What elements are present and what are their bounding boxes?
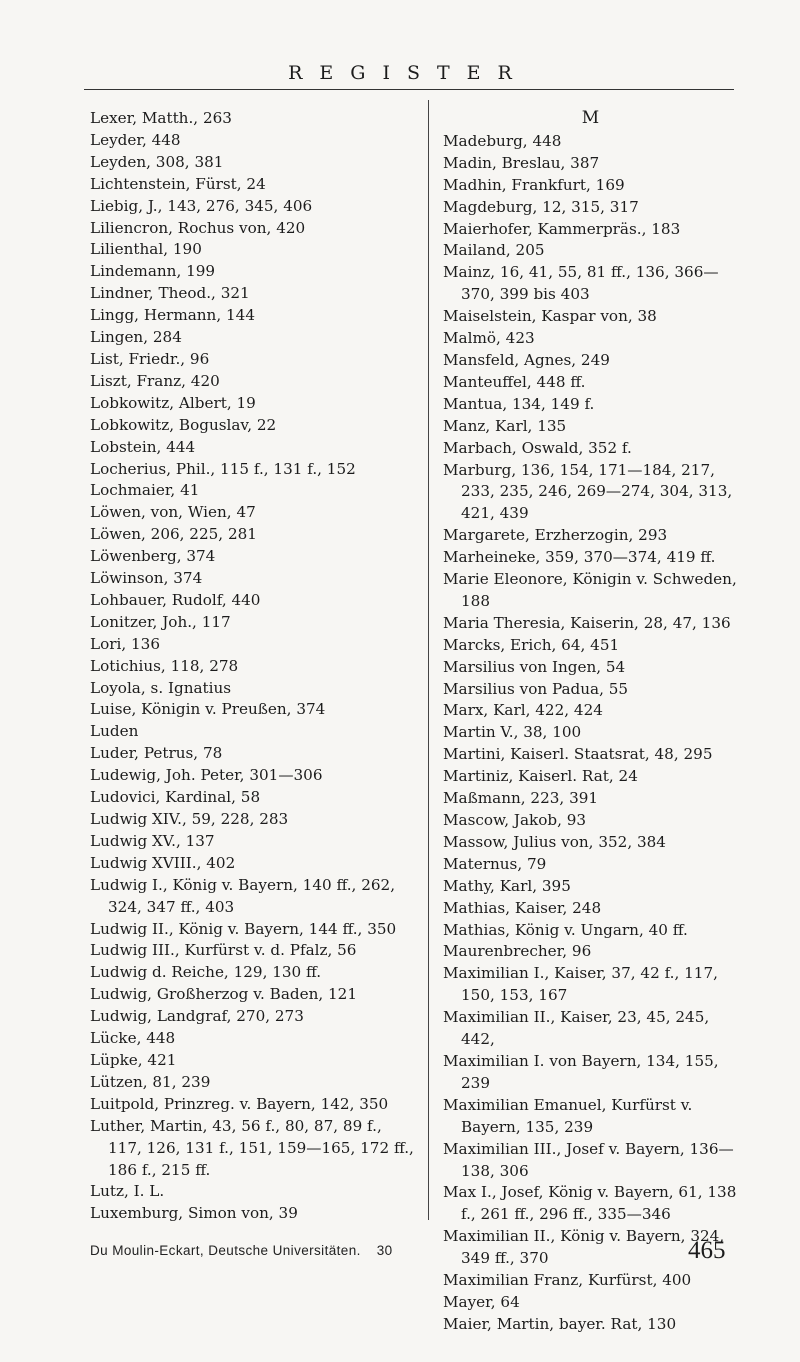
index-entry: Ludwig XV., 137 [90, 831, 215, 850]
index-entry: Ludwig II., König v. Bayern, 144 ff., 350 [90, 919, 397, 938]
index-entry: Martin V., 38, 100 [443, 723, 582, 742]
index-entry: Mascow, Jakob, 93 [443, 811, 587, 829]
footer-source-text: Du Moulin-Eckart, Deutsche Universitäten. [90, 1243, 361, 1258]
footer-signature: 30 [376, 1243, 393, 1258]
index-entry: Max I., Josef, König v. Bayern, 61, 138 f., 261 ff., 296 ff., 335—346 [443, 1183, 737, 1224]
index-entry: Magdeburg, 12, 315, 317 [443, 197, 639, 216]
index-entry: Ludwig XIV., 59, 228, 283 [90, 810, 289, 828]
footer-source [90, 1243, 393, 1258]
page-header: REGISTER [288, 62, 529, 84]
index-entry: Liliencron, Rochus von, 420 [90, 218, 306, 237]
index-entry: Ludewig, Joh. Peter, 301—306 [90, 766, 323, 785]
index-entry: Lonitzer, Joh., 117 [90, 612, 231, 631]
index-entry: Mathy, Karl, 395 [443, 876, 571, 895]
index-entry: Margarete, Erzherzogin, 293 [443, 526, 668, 545]
index-entry: Ludwig, Großherzog v. Baden, 121 [90, 985, 358, 1004]
index-entry: Manz, Karl, 135 [443, 416, 567, 435]
index-entry: Lochmaier, 41 [90, 481, 200, 500]
index-entry: Mailand, 205 [443, 241, 545, 260]
index-entry: Lobkowitz, Boguslav, 22 [90, 415, 277, 434]
index-entry: Lindemann, 199 [90, 262, 216, 281]
index-entry: Loyola, s. Ignatius [90, 678, 232, 697]
index-entry: Ludwig d. Reiche, 129, 130 ff. [90, 963, 322, 982]
index-entry: Löwinson, 374 [90, 569, 203, 588]
index-entry: Maximilian III., Josef v. Bayern, 136—138, 306 [443, 1139, 734, 1180]
index-entry: Madhin, Frankfurt, 169 [443, 175, 625, 194]
index-entry: Maximilian I., Kaiser, 37, 42 f., 117, 150, 153, 167 [443, 964, 718, 1005]
index-entry: Lüpke, 421 [90, 1050, 177, 1069]
index-entry: Lützen, 81, 239 [90, 1072, 211, 1091]
index-entry: Maier, Martin, bayer. Rat, 130 [443, 1314, 677, 1333]
index-entry: Maierhofer, Kammerpräs., 183 [443, 219, 681, 238]
index-entry: Lotichius, 118, 278 [90, 656, 239, 675]
left-index-column [90, 108, 420, 1225]
index-entry: Madin, Breslau, 387 [443, 153, 600, 172]
index-entry: Marsilius von Padua, 55 [443, 679, 629, 698]
index-entry: Maximilian II., König v. Bayern, 324, 349 ff., 370 [443, 1227, 725, 1268]
index-entry: Marx, Karl, 422, 424 [443, 701, 603, 720]
header-rule [84, 89, 734, 90]
index-entry: Liszt, Franz, 420 [90, 371, 220, 390]
index-entry: Maurenbrecher, 96 [443, 942, 592, 961]
index-entry: Maximilian II., Kaiser, 23, 45, 245, 442, [443, 1008, 710, 1049]
index-entry: Lingen, 284 [90, 328, 182, 347]
index-entry: Luxemburg, Simon von, 39 [90, 1204, 298, 1223]
index-entry: Locherius, Phil., 115 f., 131 f., 152 [90, 459, 356, 478]
index-entry: Lobstein, 444 [90, 437, 196, 456]
index-entry: Martini, Kaiserl. Staatsrat, 48, 295 [443, 745, 713, 764]
index-entry: Löwen, 206, 225, 281 [90, 525, 257, 544]
index-entry: Luden [90, 722, 139, 741]
index-entry: Maria Theresia, Kaiserin, 28, 47, 136 [443, 613, 731, 632]
index-entry: Lobkowitz, Albert, 19 [90, 393, 256, 412]
index-entry: Ludovici, Kardinal, 58 [90, 788, 261, 807]
index-entry: Lilienthal, 190 [90, 240, 202, 259]
index-entry: Luitpold, Prinzreg. v. Bayern, 142, 350 [90, 1094, 389, 1113]
index-entry: Lexer, Matth., 263 [90, 109, 232, 127]
index-entry: Lutz, I. L. [90, 1182, 165, 1201]
section-letter: M [581, 108, 600, 128]
index-entry: Lohbauer, Rudolf, 440 [90, 590, 261, 609]
index-entry: Ludwig I., König v. Bayern, 140 ff., 262, 324, 347 ff., 403 [90, 875, 396, 916]
index-entry: Malmö, 423 [443, 329, 535, 348]
index-entry: Mayer, 64 [443, 1292, 520, 1311]
index-entry: Luder, Petrus, 78 [90, 744, 223, 763]
column-divider [428, 100, 429, 1220]
index-entry: Löwen, von, Wien, 47 [90, 503, 256, 522]
index-entry: Marcks, Erich, 64, 451 [443, 635, 620, 654]
index-entry: Luther, Martin, 43, 56 f., 80, 87, 89 f., 117, 126, 131 f., 151, 159—165, 172 ff., 186 f., 215 ff. [90, 1116, 414, 1179]
index-entry: Löwenberg, 374 [90, 547, 216, 566]
index-entry: Marie Eleonore, Königin v. Schweden, 188 [443, 570, 737, 610]
index-entry: Lingg, Hermann, 144 [90, 306, 255, 325]
index-entry: Leyder, 448 [90, 130, 181, 149]
index-entry: Marheineke, 359, 370—374, 419 ff. [443, 548, 716, 567]
index-entry: Maximilian I. von Bayern, 134, 155, 239 [443, 1051, 719, 1092]
index-entry: Martiniz, Kaiserl. Rat, 24 [443, 767, 638, 786]
index-entry: Mantua, 134, 149 f. [443, 394, 595, 413]
index-entry: Mainz, 16, 41, 55, 81 ff., 136, 366—370, 399 bis 403 [443, 263, 719, 304]
index-entry: Mathias, König v. Ungarn, 40 ff. [443, 920, 688, 939]
index-entry: Maximilian Emanuel, Kurfürst v. Bayern, 135, 239 [443, 1095, 693, 1136]
index-entry: Lindner, Theod., 321 [90, 284, 250, 303]
index-entry: Marburg, 136, 154, 171—184, 217, 233, 235, 246, 269—274, 304, 313, 421, 439 [443, 460, 733, 523]
index-entry: Lichtenstein, Fürst, 24 [90, 174, 266, 193]
index-entry: Ludwig, Landgraf, 270, 273 [90, 1007, 304, 1026]
index-entry: Marsilius von Ingen, 54 [443, 657, 626, 676]
index-entry: List, Friedr., 96 [90, 349, 210, 368]
index-entry: Liebig, J., 143, 276, 345, 406 [90, 196, 313, 215]
index-entry: Ludwig III., Kurfürst v. d. Pfalz, 56 [90, 941, 357, 960]
index-entry: Lücke, 448 [90, 1029, 176, 1048]
index-entry: Leyden, 308, 381 [90, 152, 224, 171]
index-entry: Ludwig XVIII., 402 [90, 853, 236, 872]
index-entry: Maximilian Franz, Kurfürst, 400 [443, 1271, 692, 1290]
index-entry: Lori, 136 [90, 634, 160, 653]
index-entry: Manteuffel, 448 ff. [443, 372, 586, 391]
index-entry: Maiselstein, Kaspar von, 38 [443, 307, 657, 326]
page-number: 465 [688, 1237, 726, 1264]
index-entry: Maßmann, 223, 391 [443, 789, 599, 808]
index-entry: Marbach, Oswald, 352 f. [443, 438, 632, 457]
index-entry: Madeburg, 448 [443, 131, 562, 150]
index-entry: Luise, Königin v. Preußen, 374 [90, 700, 326, 719]
index-entry: Mathias, Kaiser, 248 [443, 898, 602, 917]
index-entry: Massow, Julius von, 352, 384 [443, 832, 666, 851]
index-entry: Mansfeld, Agnes, 249 [443, 350, 610, 369]
right-index-column [443, 108, 738, 1336]
index-entry: Maternus, 79 [443, 854, 547, 873]
